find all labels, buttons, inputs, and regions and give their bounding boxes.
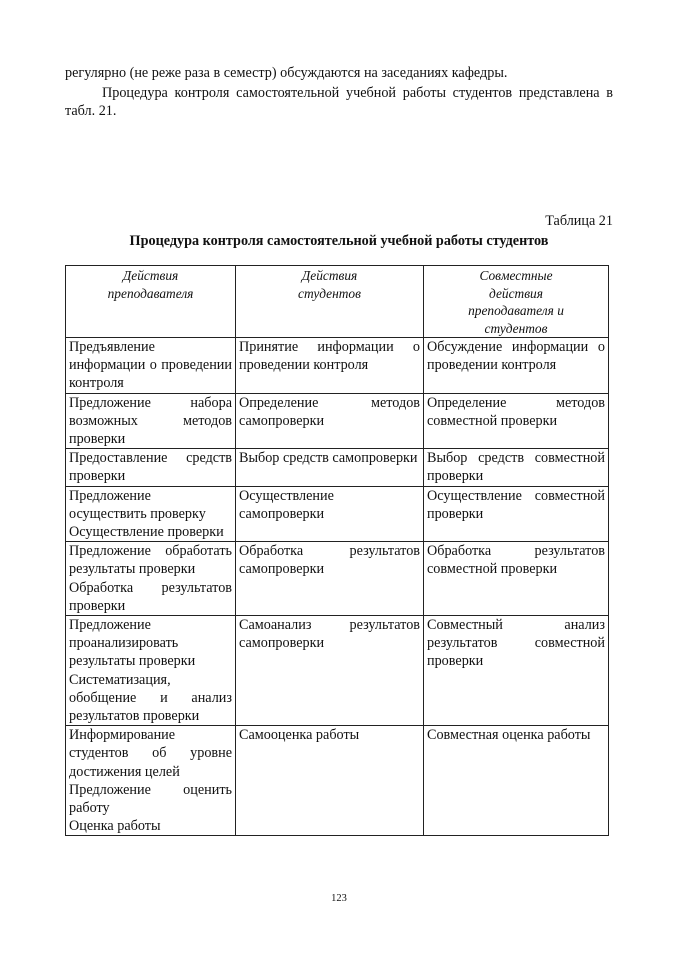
- body-paragraph-table-reference: Процедура контроля самостоятельной учебной работы студентов представлена в табл. 21.: [65, 85, 613, 119]
- teacher-action-item: Предложение обработать результаты проверки: [69, 543, 232, 578]
- cell-teacher-action: [66, 338, 236, 394]
- cell-teacher-action: [66, 393, 236, 449]
- teacher-action-item: Обработка результатов проверки: [69, 579, 232, 614]
- table-header-row: [66, 266, 609, 338]
- cell-student-action: Принятие информации о проведении контроля: [236, 338, 424, 394]
- cell-joint-action: Осуществление совместной проверки: [424, 486, 609, 542]
- cell-student-action: Определение методов самопроверки: [236, 393, 424, 449]
- cell-teacher-action: [66, 449, 236, 486]
- teacher-action-item: Осуществление проверки: [69, 524, 224, 541]
- table-label: Таблица 21: [545, 213, 613, 229]
- cell-joint-action: Совместный анализ результатов совместной проверки: [424, 616, 609, 726]
- cell-teacher-action: [66, 616, 236, 726]
- cell-teacher-action: [66, 726, 236, 836]
- teacher-action-item: Оценка работы: [69, 818, 161, 835]
- teacher-action-item: Систематизация, обобщение и анализ результатов проверки: [69, 671, 232, 725]
- teacher-action-item: Предъявление информации о проведении контроля: [69, 339, 232, 392]
- table-title: Процедура контроля самостоятельной учебной работы студентов: [129, 233, 549, 249]
- teacher-action-item: Предложение осуществить проверку: [69, 487, 206, 522]
- cell-teacher-action: [66, 486, 236, 542]
- body-paragraph-continuation: регулярно (не реже раза в семестр) обсуждаются на заседаниях кафедры.: [65, 65, 508, 81]
- cell-joint-action: Определение методов совместной проверки: [424, 393, 609, 449]
- cell-student-action: Обработка результатов самопроверки: [236, 542, 424, 616]
- teacher-action-item: Предложение набора возможных методов проверки: [69, 394, 232, 448]
- table-row: [66, 726, 609, 836]
- cell-student-action: Осуществление самопроверки: [236, 486, 424, 542]
- table-row: [66, 338, 609, 394]
- cell-joint-action: Совместная оценка работы: [424, 726, 609, 836]
- cell-joint-action: Обсуждение информации о проведении контроля: [424, 338, 609, 394]
- table-row: [66, 542, 609, 616]
- control-procedure-table: [65, 265, 609, 836]
- cell-joint-action: Обработка результатов совместной проверки: [424, 542, 609, 616]
- page-number: 123: [331, 893, 347, 904]
- teacher-action-item: Информирование студентов об уровне достижения целей: [69, 727, 232, 780]
- teacher-action-item: Предложение оценить работу: [69, 781, 232, 817]
- cell-joint-action: Выбор средств совместной проверки: [424, 449, 609, 486]
- table-row: [66, 449, 609, 486]
- cell-teacher-action: [66, 542, 236, 616]
- teacher-action-item: Предоставление средств проверки: [69, 450, 232, 485]
- table-row: [66, 486, 609, 542]
- header-joint-actions: Совместные действия преподавателя и студентов: [424, 266, 609, 338]
- table-row: [66, 616, 609, 726]
- header-student-actions: Действия студентов: [236, 266, 424, 338]
- cell-student-action: Выбор средств самопроверки: [236, 449, 424, 486]
- table-row: [66, 393, 609, 449]
- teacher-action-item: Предложение проанализировать результаты проверки: [69, 617, 196, 670]
- cell-student-action: Самоанализ результатов самопроверки: [236, 616, 424, 726]
- header-teacher-actions: Действия преподавателя: [66, 266, 236, 338]
- table-body: [66, 338, 609, 836]
- cell-student-action: Самооценка работы: [236, 726, 424, 836]
